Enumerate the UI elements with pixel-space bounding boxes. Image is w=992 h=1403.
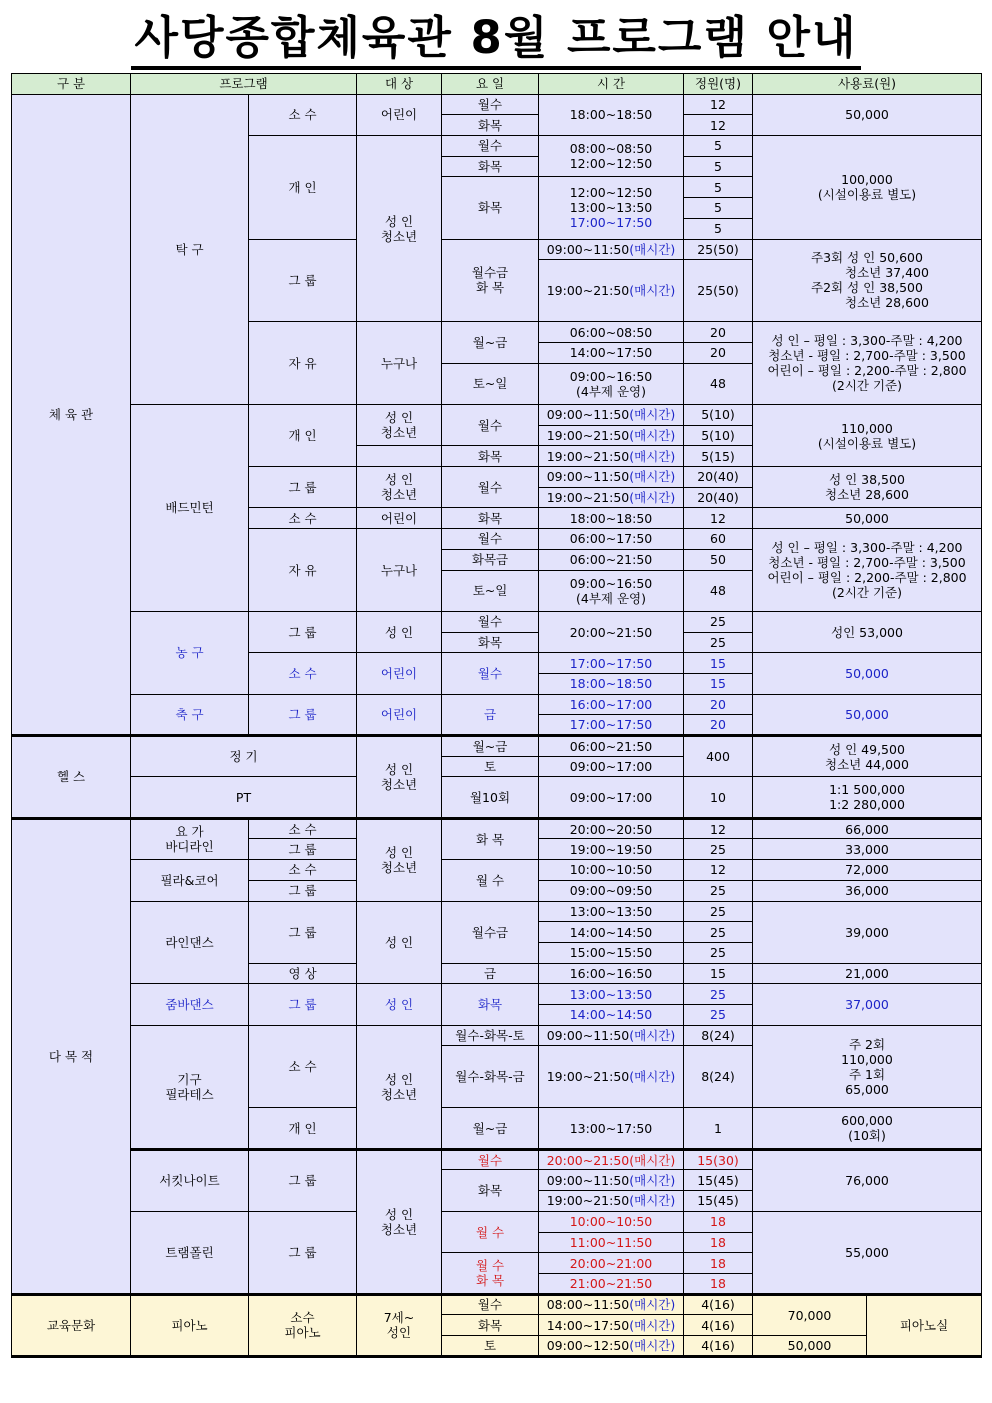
day-cell: 월수 bbox=[442, 467, 539, 508]
table-row bbox=[12, 1211, 982, 1232]
cap-cell: 4(16) bbox=[684, 1335, 753, 1356]
cap-cell: 8(24) bbox=[684, 1025, 753, 1046]
cap-cell: 18 bbox=[684, 1232, 753, 1253]
category-gym: 체 육 관 bbox=[12, 94, 131, 735]
cap-cell: 15(30) bbox=[684, 1149, 753, 1170]
time-cell: 13:00~13:50 bbox=[539, 984, 684, 1005]
cap-cell: 18 bbox=[684, 1253, 753, 1274]
table-row bbox=[12, 901, 982, 922]
program-linedance: 라인댄스 bbox=[131, 901, 249, 984]
tt-group-label: 그 룹 bbox=[249, 239, 357, 322]
time-cell: 09:00~12:50(매시간) bbox=[539, 1335, 684, 1356]
cap-cell: 12 bbox=[684, 818, 753, 839]
cap-cell: 25 bbox=[684, 901, 753, 922]
fee-cell: 주 2회 110,000 주 1회 65,000 bbox=[753, 1025, 982, 1108]
time-cell: 17:00~17:50 bbox=[539, 653, 684, 674]
fee-cell: 성 인 49,500 청소년 44,000 bbox=[753, 736, 982, 777]
day-cell: 화목금 bbox=[442, 549, 539, 570]
day-cell: 토~일 bbox=[442, 570, 539, 611]
header-category: 구 분 bbox=[12, 74, 131, 95]
time-cell: 19:00~21:50(매시간) bbox=[539, 487, 684, 508]
time-cell: 14:00~14:50 bbox=[539, 1004, 684, 1025]
time-cell: 09:00~17:00 bbox=[539, 756, 684, 777]
fee-cell: 50,000 bbox=[753, 653, 982, 694]
time-cell: 06:00~17:50 bbox=[539, 529, 684, 550]
fee-cell: 성 인 – 평일 : 3,300-주말 : 4,200 청소년 - 평일 : 2,700-주말 : 3,500 어린이 – 평일 : 2,200-주말 : 2,800 (2시간 기준) bbox=[753, 529, 982, 612]
day-cell: 화목 bbox=[442, 984, 539, 1025]
time-cell: 17:00~17:50 bbox=[539, 715, 684, 736]
day-cell: 화목 bbox=[442, 1315, 539, 1336]
zumba-target: 성 인 bbox=[357, 984, 442, 1025]
cap-cell: 15(45) bbox=[684, 1191, 753, 1212]
cap-cell: 5 bbox=[684, 177, 753, 198]
day-cell: 월수 bbox=[442, 405, 539, 446]
cap-cell: 5 bbox=[684, 136, 753, 157]
fee-cell: 50,000 bbox=[753, 94, 982, 135]
time-cell: 09:00~11:50(매시간) bbox=[539, 1170, 684, 1191]
fee-cell: 성인 53,000 bbox=[753, 611, 982, 652]
ep-small: 소 수 bbox=[249, 1025, 357, 1108]
time-cell: 19:00~21:50(매시간) bbox=[539, 260, 684, 322]
cap-cell: 5 bbox=[684, 218, 753, 239]
fee-cell: 39,000 bbox=[753, 901, 982, 963]
header-program: 프로그램 bbox=[131, 74, 357, 95]
time-cell: 14:00~14:50 bbox=[539, 922, 684, 943]
pc-small: 소 수 bbox=[249, 860, 357, 881]
cap-cell: 25 bbox=[684, 942, 753, 963]
cap-cell: 25 bbox=[684, 984, 753, 1005]
cap-cell: 1 bbox=[684, 1108, 753, 1149]
soccer-label: 그 룹 bbox=[249, 694, 357, 735]
tt-target: 성 인 청소년 bbox=[357, 136, 442, 322]
table-row bbox=[12, 1025, 982, 1046]
category-health: 헬 스 bbox=[12, 736, 131, 819]
fee-cell: 76,000 bbox=[753, 1149, 982, 1211]
time-cell: 13:00~17:50 bbox=[539, 1108, 684, 1149]
bd-free-label: 자 유 bbox=[249, 529, 357, 612]
circuit-label: 그 룹 bbox=[249, 1149, 357, 1211]
day-cell: 화목 bbox=[442, 446, 539, 467]
cap-cell: 8(24) bbox=[684, 1046, 753, 1108]
zumba-label: 그 룹 bbox=[249, 984, 357, 1025]
time-cell: 18:00~18:50 bbox=[539, 94, 684, 135]
tt-small-target: 어린이 bbox=[357, 94, 442, 135]
pc-group: 그 룹 bbox=[249, 880, 357, 901]
program-health-regular: 정 기 bbox=[131, 736, 357, 777]
empty-target bbox=[357, 446, 442, 467]
tt-individual-label: 개 인 bbox=[249, 136, 357, 239]
time-cell: 20:00~20:50 bbox=[539, 818, 684, 839]
bd-group-label: 그 룹 bbox=[249, 467, 357, 508]
time-cell: 19:00~21:50(매시간) bbox=[539, 446, 684, 467]
day-cell: 화목 bbox=[442, 1170, 539, 1211]
table-row bbox=[12, 1149, 982, 1170]
fee-cell: 50,000 bbox=[753, 508, 982, 529]
ep-individual: 개 인 bbox=[249, 1108, 357, 1149]
day-cell: 월 수 bbox=[442, 1211, 539, 1252]
day-cell: 월수-화목-토 bbox=[442, 1025, 539, 1046]
fee-cell: 600,000 (10회) bbox=[753, 1108, 982, 1149]
time-cell: 10:00~10:50 bbox=[539, 860, 684, 881]
piano-label: 소수 피아노 bbox=[249, 1294, 357, 1356]
ld-video: 영 상 bbox=[249, 963, 357, 984]
program-pilates-core: 필라&코어 bbox=[131, 860, 249, 901]
bb-group-label: 그 룹 bbox=[249, 611, 357, 652]
bd-group-target: 성 인 청소년 bbox=[357, 467, 442, 508]
time-cell: 09:00~11:50(매시간) bbox=[539, 239, 684, 260]
fee-cell: 1:1 500,000 1:2 280,000 bbox=[753, 777, 982, 818]
day-cell: 토~일 bbox=[442, 363, 539, 404]
time-cell: 18:00~18:50 bbox=[539, 508, 684, 529]
day-cell: 월~금 bbox=[442, 1108, 539, 1149]
header-target: 대 상 bbox=[357, 74, 442, 95]
cap-cell: 25 bbox=[684, 611, 753, 632]
day-cell: 화목 bbox=[442, 508, 539, 529]
program-soccer: 축 구 bbox=[131, 694, 249, 735]
time-cell: 20:00~21:50 bbox=[539, 611, 684, 652]
day-cell: 화목 bbox=[442, 632, 539, 653]
day-cell: 월수금 bbox=[442, 901, 539, 963]
fee-cell: 100,000 (시설이용료 별도) bbox=[753, 136, 982, 239]
cap-cell: 18 bbox=[684, 1273, 753, 1294]
time-cell: 19:00~21:50(매시간) bbox=[539, 1191, 684, 1212]
fee-cell: 50,000 bbox=[753, 694, 982, 735]
cap-cell: 20(40) bbox=[684, 487, 753, 508]
time-cell: 08:00~08:50 12:00~12:50 bbox=[539, 136, 684, 177]
cap-cell: 60 bbox=[684, 529, 753, 550]
fee-cell: 72,000 bbox=[753, 860, 982, 881]
time-cell: 08:00~11:50(매시간) bbox=[539, 1294, 684, 1315]
fee-cell: 33,000 bbox=[753, 839, 982, 860]
yoga-group: 그 룹 bbox=[249, 839, 357, 860]
health-target: 성 인 청소년 bbox=[357, 736, 442, 819]
category-edu: 교육문화 bbox=[12, 1294, 131, 1356]
time-cell: 09:00~17:00 bbox=[539, 777, 684, 818]
program-table bbox=[11, 73, 982, 1358]
table-row bbox=[12, 777, 982, 798]
program-piano: 피아노 bbox=[131, 1294, 249, 1356]
day-cell: 월수 bbox=[442, 653, 539, 694]
cap-cell: 12 bbox=[684, 860, 753, 881]
day-cell: 금 bbox=[442, 963, 539, 984]
time-cell: 06:00~08:50 bbox=[539, 322, 684, 343]
time-cell: 19:00~19:50 bbox=[539, 839, 684, 860]
bd-small-label: 소 수 bbox=[249, 508, 357, 529]
cap-cell: 15 bbox=[684, 963, 753, 984]
cap-cell: 5(15) bbox=[684, 446, 753, 467]
cap-cell: 12 bbox=[684, 94, 753, 115]
day-cell: 월수 bbox=[442, 1294, 539, 1315]
time-cell: 20:00~21:50(매시간) bbox=[539, 1149, 684, 1170]
table-row bbox=[12, 694, 982, 715]
day-cell: 토 bbox=[442, 756, 539, 777]
time-cell: 15:00~15:50 bbox=[539, 942, 684, 963]
program-circuit: 서킷나이트 bbox=[131, 1149, 249, 1211]
fee-cell: 성 인 38,500 청소년 28,600 bbox=[753, 467, 982, 508]
soccer-target: 어린이 bbox=[357, 694, 442, 735]
day-cell: 화목 bbox=[442, 115, 539, 136]
yoga-small: 소 수 bbox=[249, 818, 357, 839]
category-multi: 다 목 적 bbox=[12, 818, 131, 1294]
cap-cell: 20 bbox=[684, 342, 753, 363]
table-row bbox=[12, 818, 982, 839]
time-cell: 06:00~21:50 bbox=[539, 736, 684, 757]
time-cell: 09:00~16:50 (4부제 운영) bbox=[539, 570, 684, 611]
cap-cell: 25 bbox=[684, 839, 753, 860]
fee-cell: 37,000 bbox=[753, 984, 982, 1025]
circuit-target: 성 인 청소년 bbox=[357, 1149, 442, 1294]
table-row bbox=[12, 1294, 982, 1315]
fee-cell: 55,000 bbox=[753, 1211, 982, 1294]
cap-cell: 20 bbox=[684, 694, 753, 715]
cap-cell: 12 bbox=[684, 115, 753, 136]
header-capacity: 정원(명) bbox=[684, 74, 753, 95]
cap-cell: 5 bbox=[684, 198, 753, 219]
page-title: 사당종합체육관 8월 프로그램 안내 bbox=[0, 10, 992, 70]
header-time: 시 간 bbox=[539, 74, 684, 95]
cap-cell: 20 bbox=[684, 715, 753, 736]
time-cell: 20:00~21:00 bbox=[539, 1253, 684, 1274]
cap-cell: 25 bbox=[684, 1004, 753, 1025]
cap-cell: 25(50) bbox=[684, 260, 753, 322]
time-cell: 09:00~16:50 (4부제 운영) bbox=[539, 363, 684, 404]
time-cell: 21:00~21:50 bbox=[539, 1273, 684, 1294]
piano-room: 피아노실 bbox=[867, 1294, 982, 1356]
cap-cell: 48 bbox=[684, 363, 753, 404]
time-cell: 13:00~13:50 bbox=[539, 901, 684, 922]
table-row bbox=[12, 611, 982, 632]
day-cell: 월~금 bbox=[442, 736, 539, 757]
table-row bbox=[12, 736, 982, 757]
time-cell: 09:00~11:50(매시간) bbox=[539, 405, 684, 426]
cap-cell: 5 bbox=[684, 156, 753, 177]
time-cell: 18:00~18:50 bbox=[539, 673, 684, 694]
trampoline-label: 그 룹 bbox=[249, 1211, 357, 1294]
program-health-pt: PT bbox=[131, 777, 357, 818]
cap-cell: 4(16) bbox=[684, 1315, 753, 1336]
day-cell: 월수금 화 목 bbox=[442, 239, 539, 322]
multi-target: 성 인 청소년 bbox=[357, 818, 442, 901]
day-cell: 월~금 bbox=[442, 322, 539, 363]
program-zumba: 줌바댄스 bbox=[131, 984, 249, 1025]
bb-small-target: 어린이 bbox=[357, 653, 442, 694]
tt-free-label: 자 유 bbox=[249, 322, 357, 405]
time-cell: 14:00~17:50 bbox=[539, 342, 684, 363]
fee-cell: 50,000 bbox=[753, 1335, 867, 1356]
time-cell: 19:00~21:50(매시간) bbox=[539, 425, 684, 446]
day-cell: 월수 bbox=[442, 94, 539, 115]
tt-small-label: 소 수 bbox=[249, 94, 357, 135]
cap-cell: 400 bbox=[684, 736, 753, 777]
cap-cell: 15 bbox=[684, 653, 753, 674]
tt-free-target: 누구나 bbox=[357, 322, 442, 405]
bd-small-target: 어린이 bbox=[357, 508, 442, 529]
fee-cell: 21,000 bbox=[753, 963, 982, 984]
header-fee: 사용료(원) bbox=[753, 74, 982, 95]
header-day: 요 일 bbox=[442, 74, 539, 95]
bd-individual-label: 개 인 bbox=[249, 405, 357, 467]
ld-group: 그 룹 bbox=[249, 901, 357, 963]
day-cell: 토 bbox=[442, 1335, 539, 1356]
fee-cell: 성 인 – 평일 : 3,300-주말 : 4,200 청소년 - 평일 : 2,700-주말 : 3,500 어린이 – 평일 : 2,200-주말 : 2,800 (2시간 기준) bbox=[753, 322, 982, 405]
fee-cell: 66,000 bbox=[753, 818, 982, 839]
time-cell: 19:00~21:50(매시간) bbox=[539, 1046, 684, 1108]
table-row bbox=[12, 984, 982, 1005]
piano-target: 7세~ 성인 bbox=[357, 1294, 442, 1356]
bb-group-target: 성 인 bbox=[357, 611, 442, 652]
cap-cell: 15 bbox=[684, 673, 753, 694]
time-cell: 09:00~11:50(매시간) bbox=[539, 1025, 684, 1046]
cap-cell: 20(40) bbox=[684, 467, 753, 488]
program-tabletennis: 탁 구 bbox=[131, 94, 249, 404]
program-equipment-pilates: 기구 필라테스 bbox=[131, 1025, 249, 1149]
cap-cell: 25 bbox=[684, 922, 753, 943]
time-cell: 09:00~11:50(매시간) bbox=[539, 467, 684, 488]
fee-cell: 70,000 bbox=[753, 1294, 867, 1335]
day-cell: 월 수 bbox=[442, 860, 539, 901]
program-basketball: 농 구 bbox=[131, 611, 249, 694]
fee-cell: 110,000 (시설이용료 별도) bbox=[753, 405, 982, 467]
day-cell: 월 수 화 목 bbox=[442, 1253, 539, 1294]
fee-cell: 36,000 bbox=[753, 880, 982, 901]
cap-cell: 5(10) bbox=[684, 425, 753, 446]
program-trampoline: 트램폴린 bbox=[131, 1211, 249, 1294]
time-cell: 14:00~17:50(매시간) bbox=[539, 1315, 684, 1336]
time-cell: 11:00~11:50 bbox=[539, 1232, 684, 1253]
bd-individual-target: 성 인 청소년 bbox=[357, 405, 442, 446]
day-cell: 화목 bbox=[442, 177, 539, 239]
ep-target: 성 인 청소년 bbox=[357, 1025, 442, 1149]
time-cell: 16:00~17:00 bbox=[539, 694, 684, 715]
time-cell: 16:00~16:50 bbox=[539, 963, 684, 984]
day-cell: 화목 bbox=[442, 156, 539, 177]
table-row bbox=[12, 860, 982, 881]
day-cell: 월수 bbox=[442, 136, 539, 157]
cap-cell: 25 bbox=[684, 632, 753, 653]
time-cell: 06:00~21:50 bbox=[539, 549, 684, 570]
day-cell: 화 목 bbox=[442, 818, 539, 859]
day-cell: 금 bbox=[442, 694, 539, 735]
cap-cell: 50 bbox=[684, 549, 753, 570]
bd-free-target: 누구나 bbox=[357, 529, 442, 612]
cap-cell: 25 bbox=[684, 880, 753, 901]
program-yoga: 요 가 바디라인 bbox=[131, 818, 249, 859]
header-row bbox=[12, 74, 982, 95]
cap-cell: 18 bbox=[684, 1211, 753, 1232]
cap-cell: 25(50) bbox=[684, 239, 753, 260]
program-badminton: 배드민턴 bbox=[131, 405, 249, 612]
day-cell: 월수-화목-금 bbox=[442, 1046, 539, 1108]
time-cell: 10:00~10:50 bbox=[539, 1211, 684, 1232]
cap-cell: 15(45) bbox=[684, 1170, 753, 1191]
cap-cell: 5(10) bbox=[684, 405, 753, 426]
time-cell: 09:00~09:50 bbox=[539, 880, 684, 901]
day-cell: 월수 bbox=[442, 529, 539, 550]
cap-cell: 48 bbox=[684, 570, 753, 611]
fee-cell: 주3회 성 인 50,600 청소년 37,400 주2회 성 인 38,500 청소년 28,600 bbox=[753, 239, 982, 322]
cap-cell: 20 bbox=[684, 322, 753, 343]
bb-small-label: 소 수 bbox=[249, 653, 357, 694]
day-cell: 월수 bbox=[442, 611, 539, 632]
day-cell: 월10회 bbox=[442, 777, 539, 818]
day-cell: 월수 bbox=[442, 1149, 539, 1170]
cap-cell: 4(16) bbox=[684, 1294, 753, 1315]
table-row bbox=[12, 405, 982, 426]
ld-target: 성 인 bbox=[357, 901, 442, 984]
cap-cell: 10 bbox=[684, 777, 753, 818]
time-cell: 12:00~12:50 13:00~13:50 17:00~17:50 bbox=[539, 177, 684, 239]
cap-cell: 12 bbox=[684, 508, 753, 529]
table-row bbox=[12, 94, 982, 115]
